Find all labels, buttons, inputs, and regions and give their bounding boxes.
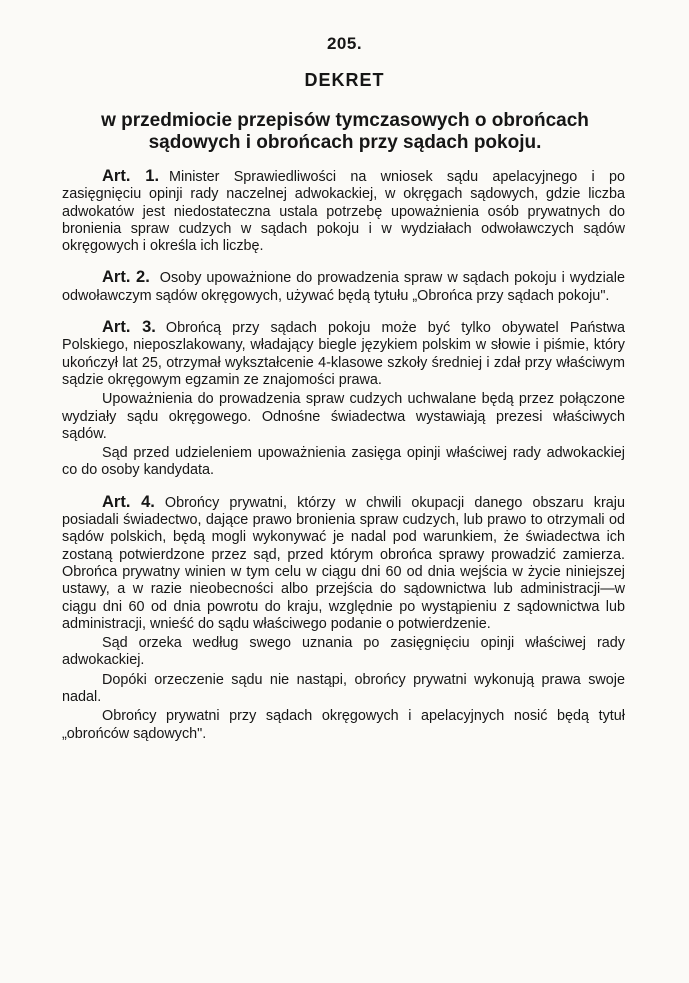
- article-4-paragraph-2: Sąd orzeka według swego uznania po zasięgnięciu opinji właściwej rady adwokackiej.: [62, 635, 625, 669]
- article-3-label: Art. 3.: [102, 318, 156, 337]
- article-4-paragraph-1: [62, 494, 625, 633]
- article-4-text: Obrońcy prywatni, którzy w chwili okupacji danego obszaru kraju posiadali świadectwo, dające prawo bronienia spraw cudzych, lub prawo to otrzymali od sądów polskich, będą mogli wykonywać je nadal pod warunkiem, że świadectwa ich zostaną potwierdzone przez sąd, przed którym obrońca sprawy prowadzić zamierza. Obrońca prywatny winien w tym celu w ciągu dni 60 od dnia wejścia w życie niniejszej ustawy, a w razie nieobecności albo przejścia do sądownictwa lub administracji—w ciągu dni 60 od dnia powrotu do kraju, względnie po wystąpieniu z sądownictwa lub administracji, wnieść do sądu właściwego podanie o potwierdzenie.: [62, 494, 625, 632]
- article-4-paragraph-4: Obrońcy prywatni przy sądach okręgowych i apelacyjnych nosić będą tytuł „obrońców sądowych".: [62, 708, 625, 742]
- document-title: w przedmiocie przepisów tymczasowych o obrońcach sądowych i obrońcach przy sądach pokoju.: [101, 110, 589, 153]
- article-2-text: Osoby upoważnione do prowadzenia spraw w sądach pokoju i wydziale odwoławczym sądów okręgowych, używać będą tytułu „Obrońca przy sądach pokoju".: [62, 270, 626, 304]
- article-1-text: Minister Sprawiedliwości na wniosek sądu apelacyjnego i po zasięgnięciu opinji rady naczelnej adwokackiej, w okręgach sądowych, gdzie liczba adwokatów jest niedostateczna ustala potrzebę upoważnienia osób prywatnych do bronienia spraw cudzych w sądach pokoju i w wydziałach odwoławczych sądów okręgowych i określa ich liczbę.: [62, 169, 625, 255]
- article-3-text: Obrońcą przy sądach pokoju może być tylko obywatel Państwa Polskiego, nieposzlakowany, władający biegle językiem polskim w słowie i piśmie, który ukończył lat 25, otrzymał wykształcenie 4-klasowe szkoły średniej i zdał przy właściwym sądzie okręgowym egzamin ze znajomości prawa.: [62, 320, 626, 388]
- article-3-paragraph-1: [62, 319, 625, 389]
- page-number: 205.: [326, 34, 363, 53]
- article-1-label: Art. 1.: [102, 167, 160, 185]
- article-2-label: Art. 2.: [102, 268, 150, 287]
- article-4-label: Art. 4.: [102, 492, 155, 511]
- article-3-paragraph-3: Sąd przed udzieleniem upoważnienia zasięga opinji właściwej rady adwokackiej co do osoby kandydata.: [62, 445, 625, 479]
- article-2-paragraph-1: [62, 269, 625, 305]
- document-body: [62, 168, 625, 743]
- article-4-paragraph-3: Dopóki orzeczenie sądu nie nastąpi, obrońcy prywatni wykonują prawa swoje nadal.: [62, 671, 625, 706]
- article-3-paragraph-2: Upoważnienia do prowadzenia spraw cudzych uchwalane będą przez połączone wydziały sądu okręgowego. Odnośne świadectwa wystawiają prezesi właściwych sądów.: [62, 391, 625, 442]
- document-type-heading: DEKRET: [304, 70, 385, 90]
- article-1-paragraph-1: [62, 168, 625, 255]
